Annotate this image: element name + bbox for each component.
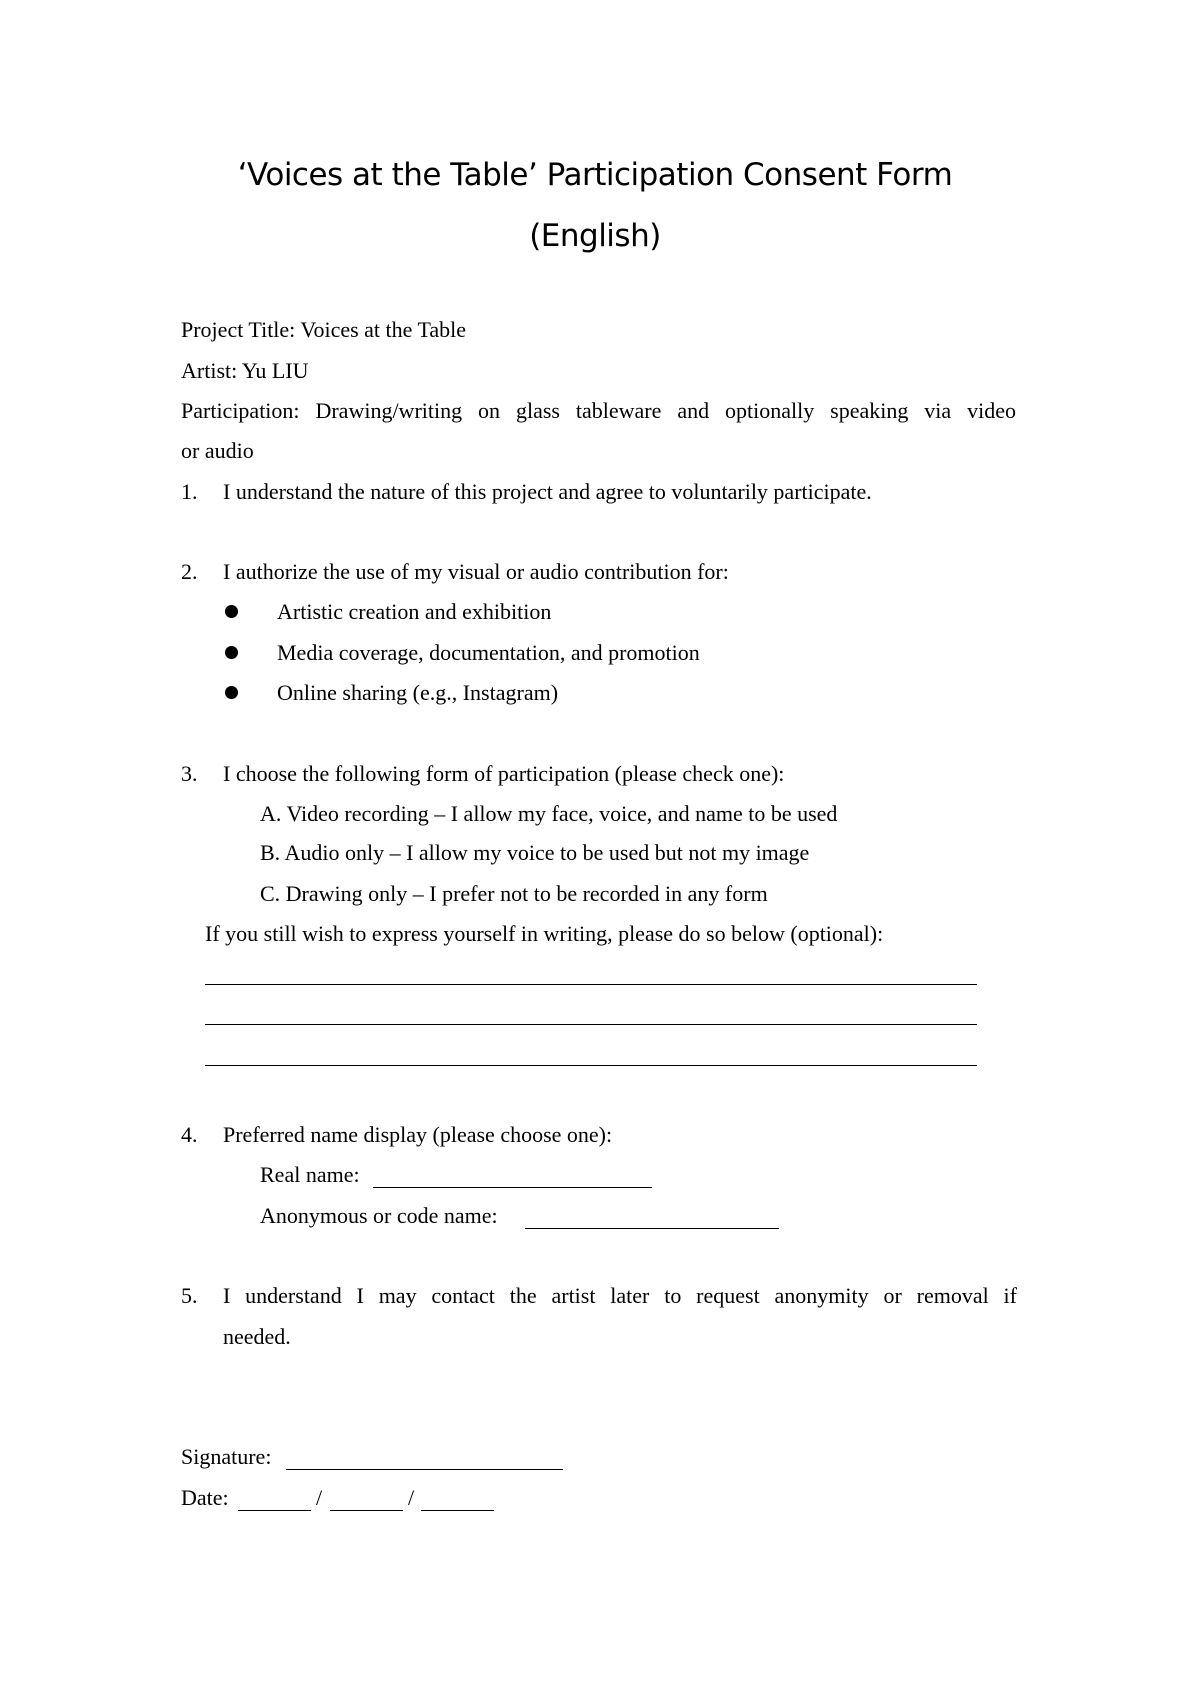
form-title: ‘Voices at the Table’ Participation Consent Form — [237, 157, 953, 193]
item-3-text: I choose the following form of participation (please check one): — [223, 761, 785, 786]
usage-item: Online sharing (e.g., Instagram) — [277, 680, 559, 705]
date-month-field[interactable] — [330, 1510, 403, 1511]
code-name-field[interactable] — [525, 1228, 779, 1229]
item-5-text-line-1: I understand I may contact the artist later to request anonymity or removal if — [223, 1283, 1017, 1308]
usage-item: Media coverage, documentation, and promotion — [277, 640, 700, 665]
item-2-text: I authorize the use of my visual or audio contribution for: — [223, 559, 729, 584]
item-1-text: I understand the nature of this project and agree to voluntarily participate. — [223, 479, 872, 504]
item-5-number: 5. — [181, 1283, 198, 1308]
date-year-field[interactable] — [421, 1510, 494, 1511]
code-name-label: Anonymous or code name: — [260, 1203, 498, 1228]
writing-line[interactable] — [205, 1065, 977, 1066]
bullet-icon — [225, 646, 238, 659]
form-subtitle: (English) — [529, 218, 661, 254]
date-separator: / — [408, 1485, 415, 1510]
option-video[interactable]: A. Video recording – I allow my face, voice, and name to be used — [260, 801, 838, 826]
item-4-number: 4. — [181, 1122, 198, 1147]
item-4-text: Preferred name display (please choose one): — [223, 1122, 613, 1147]
item-3-number: 3. — [181, 761, 198, 786]
bullet-icon — [225, 605, 238, 618]
date-label: Date: — [181, 1485, 229, 1510]
optional-writing-prompt: If you still wish to express yourself in writing, please do so below (optional): — [205, 921, 884, 946]
real-name-label: Real name: — [260, 1162, 360, 1187]
date-separator: / — [316, 1485, 323, 1510]
option-drawing[interactable]: C. Drawing only – I prefer not to be recorded in any form — [260, 881, 768, 906]
signature-field[interactable] — [286, 1469, 563, 1470]
project-title: Project Title: Voices at the Table — [181, 317, 467, 342]
participation-line-1: Participation: Drawing/writing on glass tableware and optionally speaking via video — [181, 398, 1016, 423]
writing-line[interactable] — [205, 984, 977, 985]
artist: Artist: Yu LIU — [181, 358, 309, 383]
signature-label: Signature: — [181, 1444, 272, 1469]
item-5-text-line-2: needed. — [223, 1324, 291, 1349]
bullet-icon — [225, 686, 238, 699]
participation-line-2: or audio — [181, 438, 254, 463]
item-1-number: 1. — [181, 479, 198, 504]
real-name-field[interactable] — [373, 1187, 652, 1188]
date-day-field[interactable] — [238, 1510, 311, 1511]
writing-line[interactable] — [205, 1024, 977, 1025]
item-2-number: 2. — [181, 559, 198, 584]
usage-item: Artistic creation and exhibition — [277, 599, 552, 624]
option-audio[interactable]: B. Audio only – I allow my voice to be used but not my image — [260, 840, 810, 865]
